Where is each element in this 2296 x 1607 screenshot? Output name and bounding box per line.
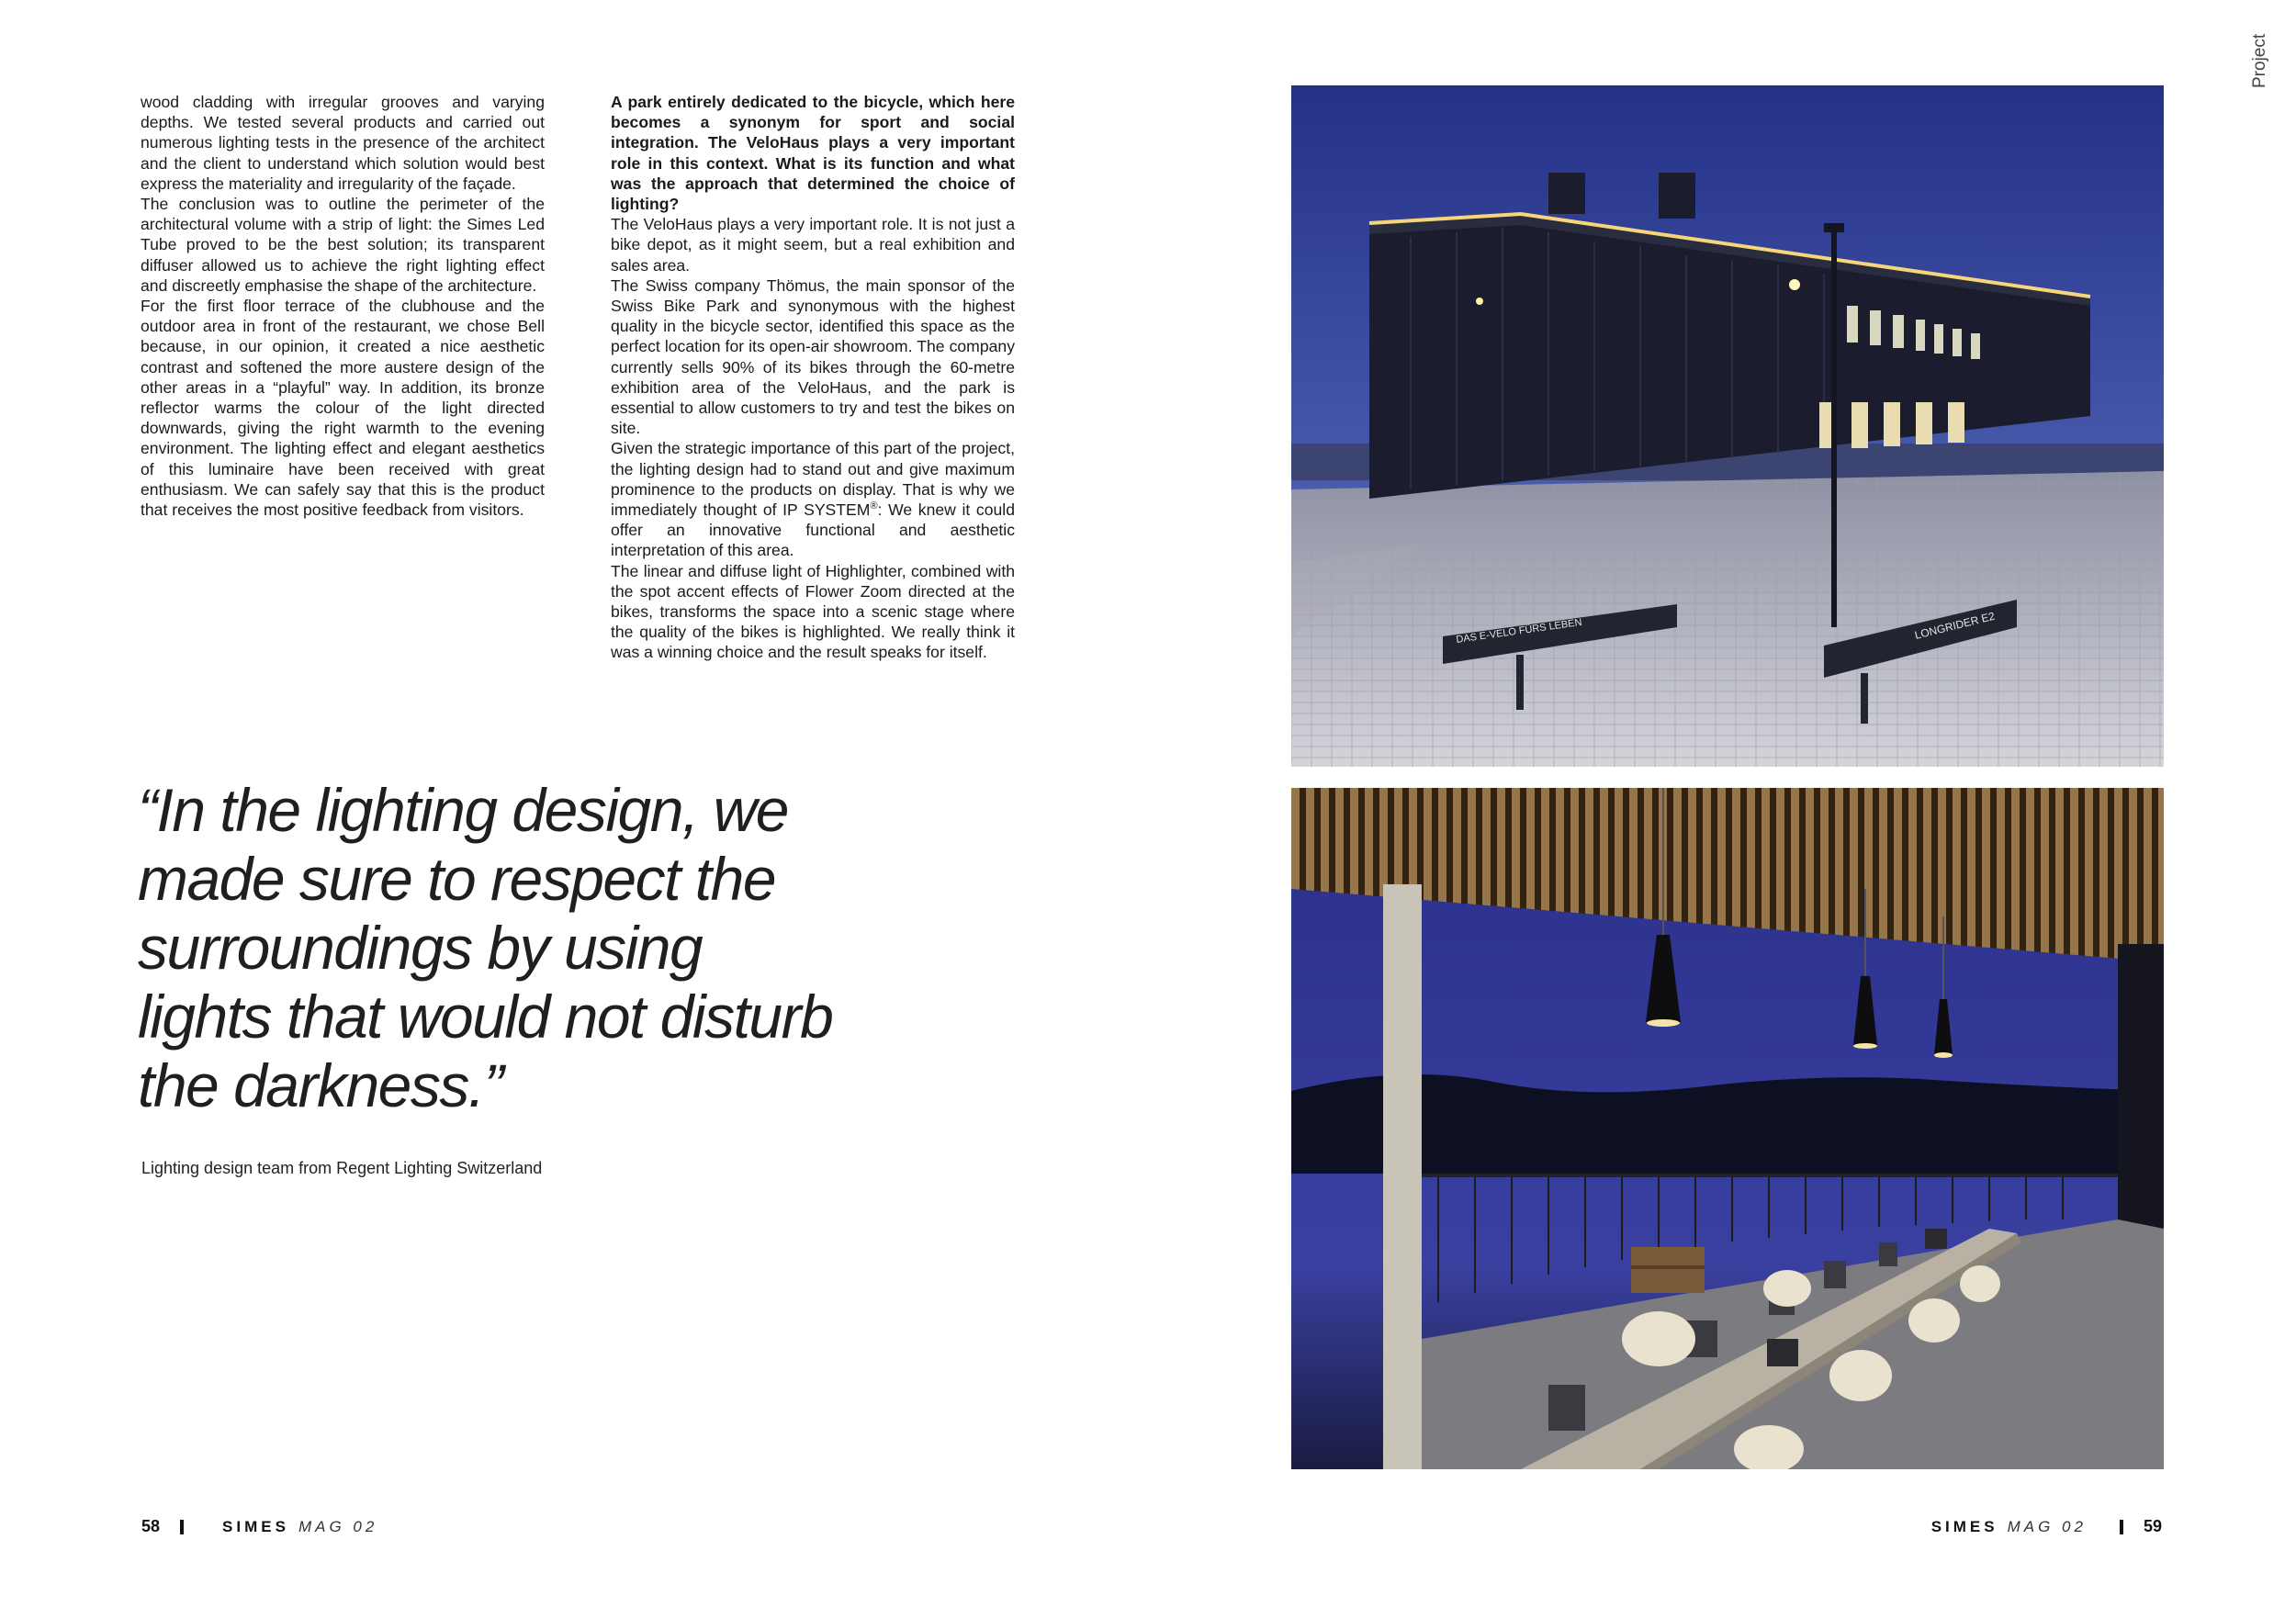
article-column-left [141, 92, 545, 520]
magazine-issue: MAG 02 [298, 1517, 378, 1535]
magazine-issue: MAG 02 [2007, 1517, 2087, 1535]
page-number: 58 [141, 1517, 161, 1535]
photo-velohaus-exterior [1291, 85, 2164, 767]
paragraph: For the first floor terrace of the clubhouse and the outdoor area in front of the restaurant, we chose Bell because, in our opinion, it created a nice aesthetic contrast and softened the more austere design of the other areas in a “playful” way. In addition, its bronze reflector warms the colour of the light directed downwards, giving the right warmth to the evening environment. The lighting effect and elegant aesthetics of this luminaire have been received with great enthusiasm. We can safely say that this is the product that receives the most positive feedback from visitors. [141, 297, 545, 520]
folio-divider [2120, 1520, 2123, 1534]
paragraph-text: Given the strategic importance of this part of the project, the lighting design had to stand out and give maximum prominence to the products on display. That is why we immediately thought of IP SYSTEM [611, 439, 1015, 520]
paragraph: The conclusion was to outline the perimeter of the architectural volume with a strip of light: the Simes Led Tube proved to be the best solution; its transparent diffuser allowed us to achieve the right lighting effect and discreetly emphasise the shape of the architecture. [141, 195, 545, 295]
interview-question: A park entirely dedicated to the bicycle, which here becomes a synonym for sport and social integration. The VeloHaus plays a very important role in this context. What is its function and what was the approach that determined the choice of lighting? [611, 93, 1015, 214]
page-number: 59 [2143, 1517, 2162, 1535]
folio-right [1931, 1517, 2162, 1536]
paragraph [611, 438, 1015, 560]
pull-quote-line: “In the lighting design, we [138, 776, 788, 844]
paragraph: The VeloHaus plays a very important role. It is not just a bike depot, as it might seem, but a real exhibition and sales area. [611, 215, 1015, 275]
paragraph: The Swiss company Thömus, the main sponsor of the Swiss Bike Park and synonymous with the highest quality in the bicycle sector, identified this space as the perfect location for its open-air showroom. The company currently sells 90% of its bikes through the 60-metre exhibition area of the VeloHaus, and the park is essential to allow customers to try and test the bikes on site. [611, 275, 1015, 438]
folio-left [141, 1517, 377, 1536]
bike-sign-text: DAS E-VELO FÜRS LEBEN [1455, 616, 1583, 646]
paragraph: wood cladding with irregular grooves and varying depths. We tested several products and carried out numerous lighting tests in the presence of the architect and the client to understand which solution would best express the materiality and irregularity of the façade. [141, 93, 545, 193]
article-column-right [611, 92, 1015, 663]
paragraph: The linear and diffuse light of Highlighter, combined with the spot accent effects of Flower Zoom directed at the bikes, transforms the space into a scenic stage where the quality of the bikes is highlighted. We really think it was a winning choice and the result speaks for itself. [611, 561, 1015, 662]
photo-velohaus-illustration [1291, 85, 2164, 767]
registered-mark: ® [870, 500, 878, 512]
magazine-brand: SIMES [1930, 1517, 1998, 1535]
photo-terrace-illustration [1291, 788, 2164, 1469]
pull-quote-line: made sure to respect the [138, 845, 776, 913]
pull-quote-line: surroundings by using [138, 914, 703, 982]
folio-divider [180, 1520, 184, 1534]
section-label: Project [2250, 33, 2269, 88]
quote-credit: Lighting design team from Regent Lighting Switzerland [141, 1159, 543, 1177]
paragraph-text: : We knew it could offer an innovative functional and aesthetic interpretation of this area. [611, 500, 1015, 560]
bike-sign-text: LONGRIDER E2 [1913, 609, 1997, 642]
pull-quote [138, 776, 964, 1120]
pull-quote-line: lights that would not disturb [138, 983, 833, 1051]
pull-quote-line: the darkness.” [138, 1051, 503, 1119]
photo-terrace [1291, 788, 2164, 1469]
magazine-brand: SIMES [222, 1517, 289, 1535]
